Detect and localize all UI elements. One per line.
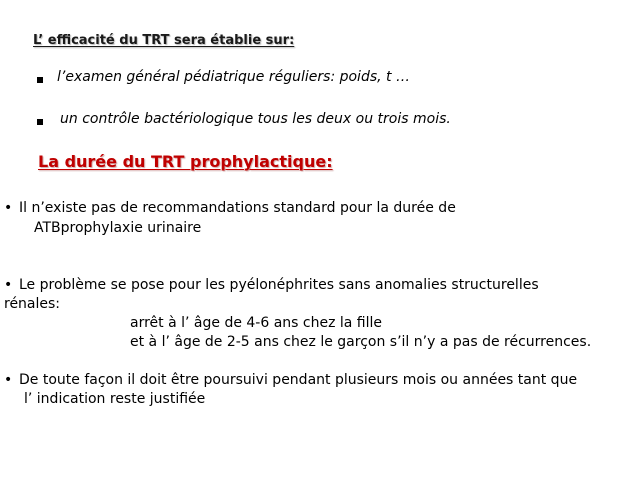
square-bullet-icon [37, 119, 43, 125]
paragraph-2-line-2: rénales: [4, 296, 61, 312]
paragraph-3-line-1: De toute façon il doit être poursuivi pendant plusieurs mois ou années tant que [19, 372, 578, 388]
paragraph-2-line-1: Le problème se pose pour les pyélonéphrites sans anomalies structurelles [19, 277, 539, 293]
paragraph-2-line-3: arrêt à l’ âge de 4-6 ans chez la fille [130, 315, 383, 331]
paragraph-3-line-2: l’ indication reste justifiée [24, 391, 206, 407]
bullet-item-bacterio: un contrôle bactériologique tous les deux ou trois mois. [60, 111, 451, 127]
round-bullet-icon: • [4, 200, 13, 216]
round-bullet-icon: • [4, 372, 13, 388]
section-heading-duration: La durée du TRT prophylactique: [38, 152, 333, 171]
paragraph-1-line-2: ATBprophylaxie urinaire [34, 220, 202, 236]
paragraph-2-line-4: et à l’ âge de 2-5 ans chez le garçon s’il n’y a pas de récurrences. [130, 334, 592, 350]
section-heading-efficacy: L’ efficacité du TRT sera établie sur: [33, 33, 295, 48]
paragraph-1-line-1: Il n’existe pas de recommandations standard pour la durée de [19, 200, 456, 216]
bullet-item-exam: l’examen général pédiatrique réguliers: poids, t … [57, 69, 410, 85]
round-bullet-icon: • [4, 277, 13, 293]
square-bullet-icon [37, 77, 43, 83]
